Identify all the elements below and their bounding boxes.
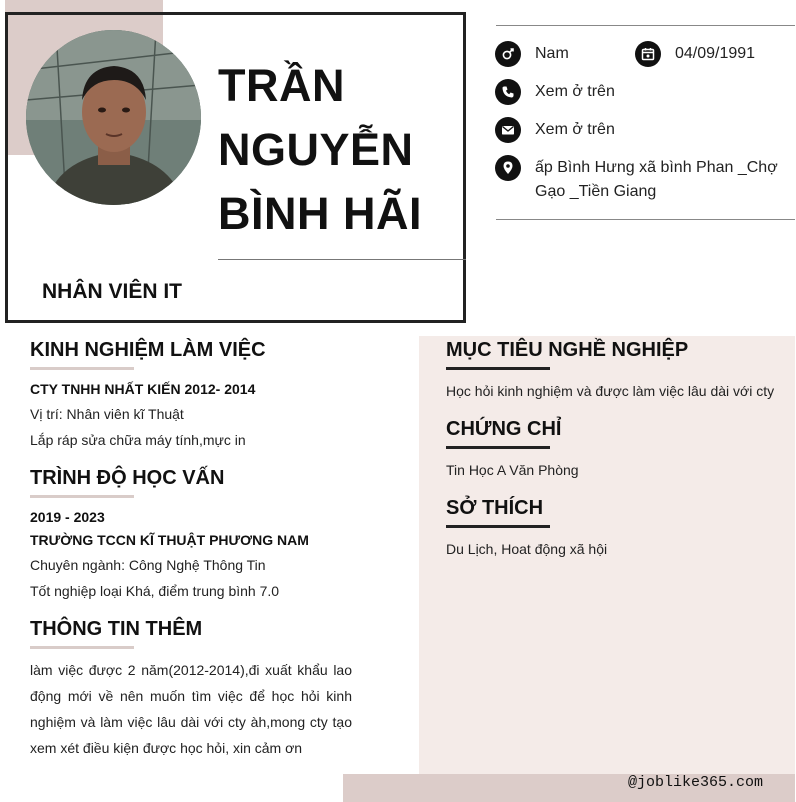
email-value: Xem ở trên <box>535 121 615 138</box>
experience-position: Vị trí: Nhân viên kĩ Thuật <box>30 406 184 422</box>
experience-company: CTY TNHH NHẤT KIẾN 2012- 2014 <box>30 381 256 397</box>
email-icon <box>495 117 521 143</box>
objective-underline <box>446 367 550 370</box>
education-school: TRƯỜNG TCCN KĨ THUẬT PHƯƠNG NAM <box>30 532 309 548</box>
certificates-underline <box>446 446 550 449</box>
objective-text: Học hỏi kinh nghiệm và được làm việc lâu dài với cty <box>446 383 775 399</box>
experience-title: KINH NGHIỆM LÀM VIỆC <box>30 339 266 361</box>
name-line-3: BÌNH HÃI <box>218 188 422 239</box>
contact-divider-top <box>496 25 795 26</box>
education-title: TRÌNH ĐỘ HỌC VẤN <box>30 467 225 489</box>
address-value <box>535 156 778 204</box>
education-years: 2019 - 2023 <box>30 509 105 525</box>
job-title: NHÂN VIÊN IT <box>42 280 183 303</box>
extra-text: làm việc được 2 năm(2012-2014),đi xuất khẩu lao động mới về nên muốn tìm việc để học hỏi kinh nghiệm và làm việc lâu dài với cty àh,mong cty tạo xem xét điều kiện được học hỏi, xin cảm ơn <box>30 662 352 756</box>
address-line-1: ấp Bình Hưng xã bình Phan _Chợ <box>535 159 778 176</box>
gender-icon <box>495 41 521 67</box>
experience-underline <box>30 367 134 370</box>
objective-title: MỤC TIÊU NGHỀ NGHIỆP <box>446 339 689 361</box>
phone-icon <box>495 79 521 105</box>
extra-title: THÔNG TIN THÊM <box>30 618 203 640</box>
phone-value: Xem ở trên <box>535 83 615 100</box>
experience-description: Lắp ráp sửa chữa máy tính,mực in <box>30 432 246 448</box>
avatar <box>26 30 201 205</box>
address-line-2: Gạo _Tiền Giang <box>535 183 657 200</box>
certificates-title: CHỨNG CHỈ <box>446 418 562 440</box>
education-result: Tốt nghiệp loại Khá, điểm trung bình 7.0 <box>30 583 280 599</box>
gender-value: Nam <box>535 45 569 62</box>
hobbies-underline <box>446 525 550 528</box>
calendar-icon <box>635 41 661 67</box>
contact-divider-bottom <box>496 219 795 220</box>
name-line-1: TRẦN <box>218 60 345 111</box>
name-divider <box>218 259 466 260</box>
education-major: Chuyên ngành: Công Nghệ Thông Tin <box>30 557 266 573</box>
certificates-text: Tin Học A Văn Phòng <box>446 462 579 478</box>
hobbies-title: SỞ THÍCH <box>446 497 544 519</box>
name-line-2: NGUYỄN <box>218 124 414 175</box>
location-icon <box>495 155 521 181</box>
watermark: @joblike365.com <box>628 774 764 791</box>
full-name <box>218 54 422 246</box>
birthday-value: 04/09/1991 <box>675 45 756 62</box>
hobbies-text: Du Lịch, Hoat động xã hội <box>446 541 608 557</box>
extra-underline <box>30 646 134 649</box>
education-underline <box>30 495 134 498</box>
